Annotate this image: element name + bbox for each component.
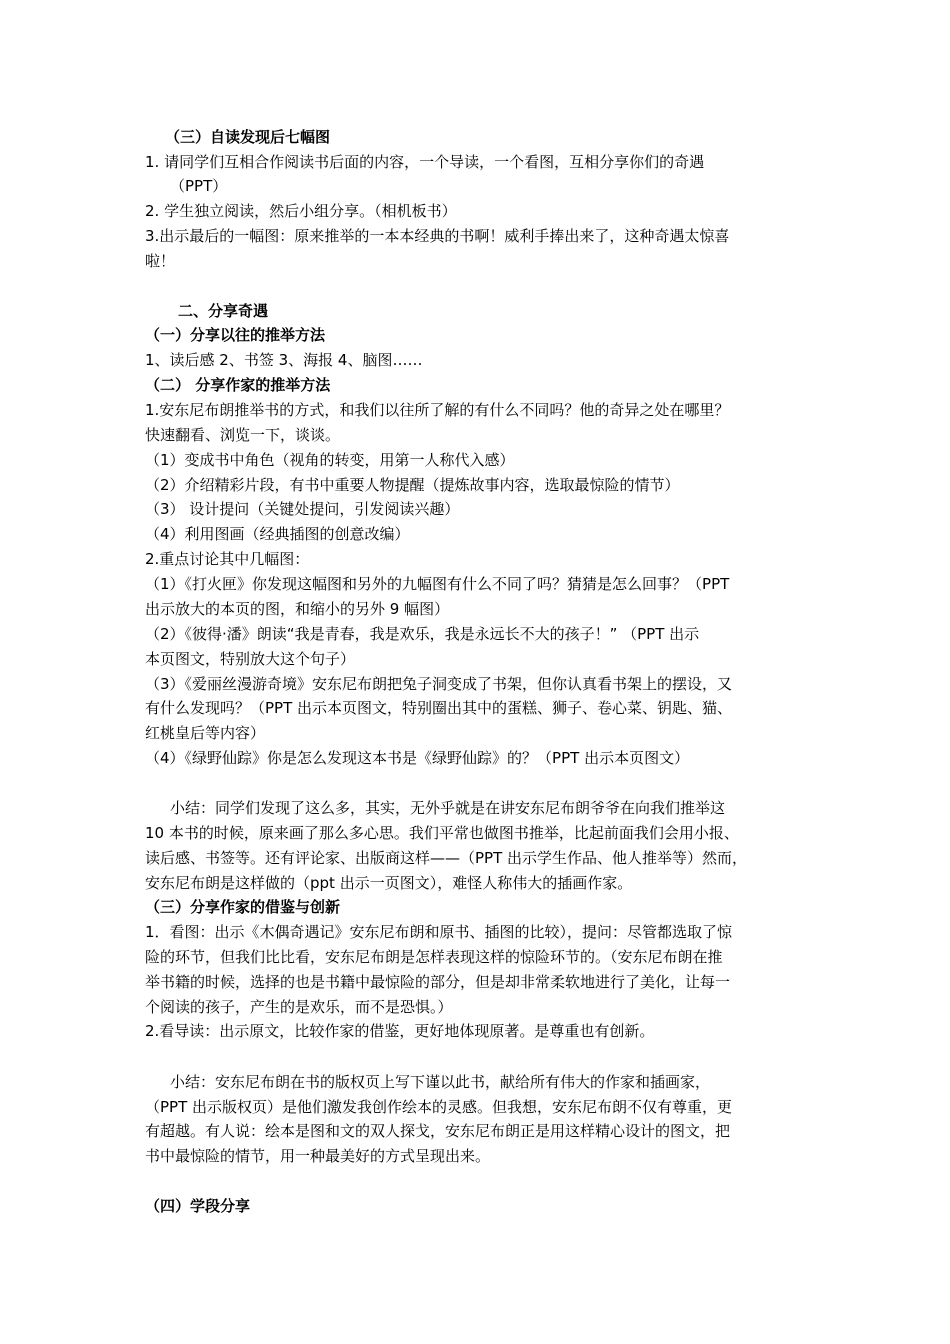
paragraph-line: 安东尼布朗是这样做的（ppt 出示一页图文），难怪人称伟大的插画作家。: [145, 874, 633, 892]
heading-past-methods: （一）分享以往的推举方法: [145, 326, 326, 344]
paragraph-line: 1. 请同学们互相合作阅读书后面的内容，一个导读，一个看图，互相分享你们的奇遇: [145, 153, 705, 171]
list-item: （4）《绿野仙踪》你是怎么发现这本书是《绿野仙踪》的？（PPT 出示本页图文）: [145, 749, 690, 767]
paragraph-line: 出示放大的本页的图，和缩小的另外 9 幅图）: [145, 600, 450, 618]
paragraph-line: 1、读后感 2、书签 3、海报 4、脑图……: [145, 351, 423, 369]
paragraph-line: （PPT 出示版权页）是他们激发我创作绘本的灵感。但我想，安东尼布朗不仅有尊重，更: [145, 1098, 733, 1116]
paragraph-line: 红桃皇后等内容）: [145, 724, 266, 742]
heading-share: 二、分享奇遇: [178, 302, 269, 320]
list-item: （1）变成书中角色（视角的转变，用第一人称代入感）: [145, 451, 515, 469]
heading-author-methods: （二） 分享作家的推举方法: [145, 376, 331, 394]
summary-paragraph: 小结：同学们发现了这么多，其实，无外乎就是在讲安东尼布朗爷爷在向我们推举这: [170, 799, 726, 817]
summary-paragraph: 小结：安东尼布朗在书的版权页上写下谨以此书，献给所有伟大的作家和插画家，: [170, 1073, 711, 1091]
paragraph-line: 啦！: [145, 252, 176, 270]
heading-borrow-innovate: （三）分享作家的借鉴与创新: [145, 898, 341, 916]
paragraph-line: 10 本书的时候，原来画了那么多心思。我们平常也做图书推举，比起前面我们会用小报、: [145, 824, 739, 842]
paragraph-line: （PPT）: [170, 177, 228, 195]
paragraph-line: 2.重点讨论其中几幅图：: [145, 550, 310, 568]
paragraph-line: 个阅读的孩子，产生的是欢乐，而不是恐惧。）: [145, 998, 453, 1016]
list-item: （1）《打火匣》你发现这幅图和另外的九幅图有什么不同了吗？猜猜是怎么回事？（PPT: [145, 575, 730, 593]
list-item: （4）利用图画（经典插图的创意改编）: [145, 525, 410, 543]
paragraph-line: 书中最惊险的情节，用一种最美好的方式呈现出来。: [145, 1147, 491, 1165]
paragraph-line: 1．看图：出示《木偶奇遇记》安东尼布朗和原书、插图的比较），提问：尽管都选取了惊: [145, 923, 733, 941]
paragraph-line: 3.出示最后的一幅图：原来推举的一本本经典的书啊！威利手捧出来了，这种奇遇太惊喜: [145, 227, 730, 245]
paragraph-line: 2.看导读：出示原文，比较作家的借鉴，更好地体现原著。是尊重也有创新。: [145, 1022, 655, 1040]
list-item: （2）《彼得·潘》朗读“我是青春，我是欢乐，我是永远长不大的孩子！” （PPT 出示: [145, 625, 700, 643]
list-item: （2）介绍精彩片段，有书中重要人物提醒（提炼故事内容，选取最惊险的情节）: [145, 476, 680, 494]
paragraph-line: 1.安东尼布朗推举书的方式，和我们以往所了解的有什么不同吗？他的奇异之处在哪里？: [145, 401, 730, 419]
paragraph-line: 有超越。有人说：绘本是图和文的双人探戈，安东尼布朗正是用这样精心设计的图文，把: [145, 1122, 731, 1140]
paragraph-line: 读后感、书签等。还有评论家、出版商这样——（PPT 出示学生作品、他人推举等）然而，: [145, 849, 748, 867]
paragraph-line: 有什么发现吗？（PPT 出示本页图文，特别圈出其中的蛋糕、狮子、卷心菜、钥匙、猫、: [145, 699, 733, 717]
paragraph-line: 举书籍的时候，选择的也是书籍中最惊险的部分，但是却非常柔软地进行了美化，让每一: [145, 973, 731, 991]
list-item: （3） 设计提问（关键处提问，引发阅读兴趣）: [145, 500, 460, 518]
heading-self-read: （三）自读发现后七幅图: [165, 128, 331, 146]
paragraph-line: 2. 学生独立阅读，然后小组分享。（相机板书）: [145, 202, 457, 220]
paragraph-line: 本页图文，特别放大这个句子）: [145, 650, 356, 668]
list-item: （3）《爱丽丝漫游奇境》安东尼布朗把兔子洞变成了书架，但你认真看书架上的摆设，又: [145, 675, 733, 693]
heading-stage-share: （四）学段分享: [145, 1197, 251, 1215]
paragraph-line: 快速翻看、浏览一下，谈谈。: [145, 426, 341, 444]
paragraph-line: 险的环节，但我们比比看，安东尼布朗是怎样表现这样的惊险环节的。（安东尼布朗在推: [145, 948, 723, 966]
